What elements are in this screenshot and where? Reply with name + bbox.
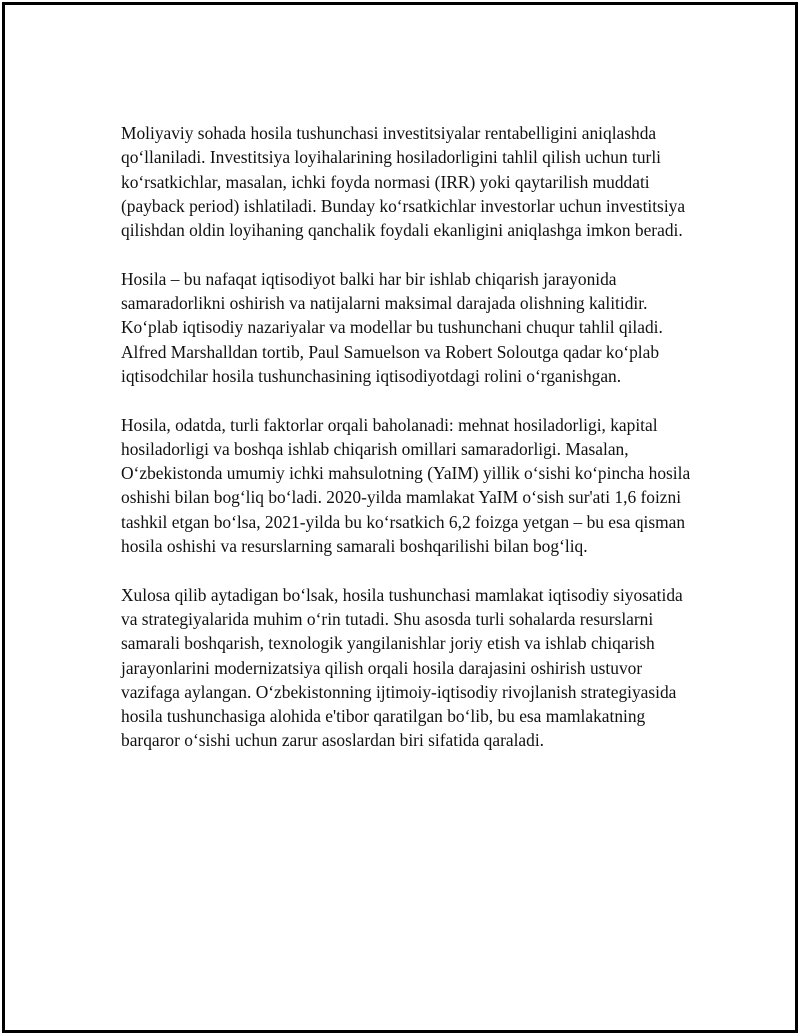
document-body <box>121 121 696 777</box>
page-border <box>2 2 798 1033</box>
paragraph-productivity-factors: Hosila, odatda, turli faktorlar orqali baholanadi: mehnat hosiladorligi, kapital hosiladorligi va boshqa ishlab chiqarish omillari samaradorligi. Masalan, O‘zbekistonda umumiy ichki mahsulotning (YaIM) yillik o‘sishi ko‘pincha hosila oshishi bilan bog‘liq bo‘ladi. 2020-yilda mamlakat YaIM o‘sish sur'ati 1,6 foizni tashkil etgan bo‘lsa, 2021-yilda bu ko‘rsatkich 6,2 foizga yetgan – bu esa qisman hosila oshishi va resurslarning samarali boshqarilishi bilan bog‘liq. <box>121 414 691 557</box>
paragraph-conclusion: Xulosa qilib aytadigan bo‘lsak, hosila tushunchasi mamlakat iqtisodiy siyosatida va strategiyalarida muhim o‘rin tutadi. Shu asosda turli sohalarda resurslarni samarali boshqarish, texnologik yangilanishlar joriy etish va ishlab chiqarish jarayonlarini modernizatsiya qilish orqali hosila darajasini oshirish ustuvor vazifaga aylangan. O‘zbekistonning ijtimoiy-iqtisodiy rivojlanish strategiyasida hosila tushunchasiga alohida e'tibor qaratilgan bo‘lib, bu esa mamlakatning barqaror o‘sishi uchun zarur asoslardan biri sifatida qaraladi. <box>121 584 683 751</box>
paragraph-investment-productivity: Moliyaviy sohada hosila tushunchasi investitsiyalar rentabelligini aniqlashda qo‘llaniladi. Investitsiya loyihalarining hosiladorligini tahlil qilish uchun turli ko‘rsatkichlar, masalan, ichki foyda normasi (IRR) yoki qaytarilish muddati (payback period) ishlatiladi. Bunday ko‘rsatkichlar investorlar uchun investitsiya qilishdan oldin loyihaning qanchalik foydali ekanligini aniqlashga imkon beradi. <box>121 123 686 241</box>
paragraph-productivity-theory: Hosila – bu nafaqat iqtisodiyot balki har bir ishlab chiqarish jarayonida samaradorlikni oshirish va natijalarni maksimal darajada olishning kalitidir. Ko‘plab iqtisodiy nazariyalar va modellar bu tushunchani chuqur tahlil qiladi. Alfred Marshalldan tortib, Paul Samuelson va Robert Soloutga qadar ko‘plab iqtisodchilar hosila tushunchasining iqtisodiyotdagi rolini o‘rganishgan. <box>121 268 663 386</box>
